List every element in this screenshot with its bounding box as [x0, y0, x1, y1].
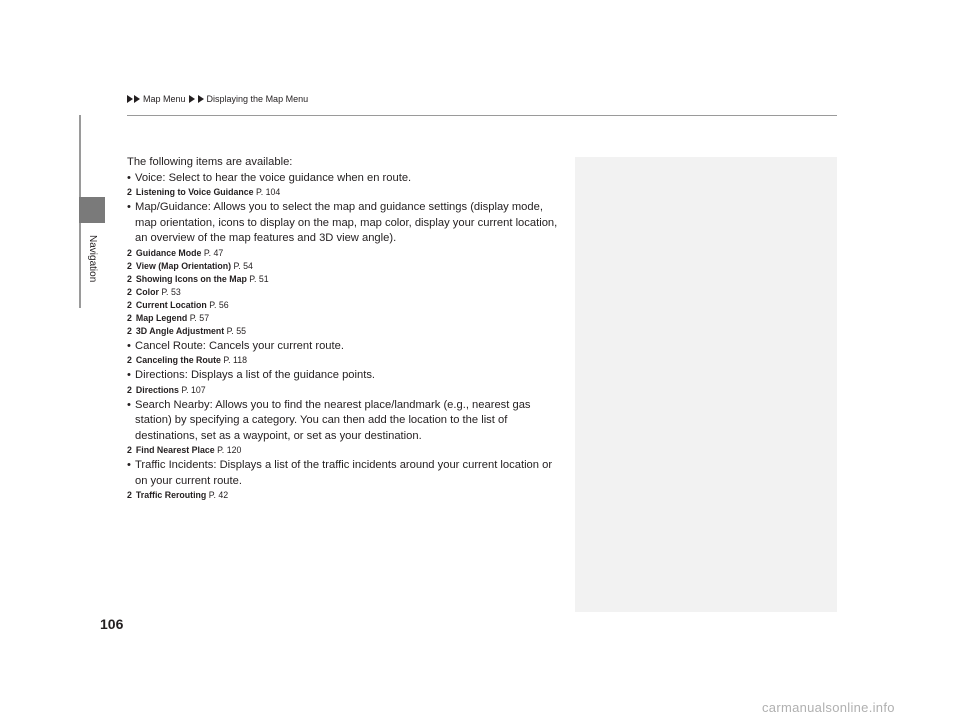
reference-arrow-icon: 2	[127, 247, 132, 258]
reference-page: P. 51	[249, 273, 269, 284]
reference-page: P. 120	[217, 445, 242, 455]
reference-title: Traffic Rerouting	[135, 490, 207, 500]
reference-title: Canceling the Route	[135, 355, 221, 365]
list-item	[127, 398, 567, 458]
bullet-icon: •	[127, 171, 131, 184]
cross-reference-link[interactable]	[127, 260, 567, 273]
reference-arrow-icon: 2	[127, 445, 132, 455]
bullet-icon: •	[127, 459, 131, 471]
reference-arrow-icon: 2	[127, 384, 132, 395]
reference-title: Current Location	[135, 299, 207, 310]
item-text	[127, 458, 567, 489]
reference-page: P. 47	[203, 247, 224, 258]
reference-title: Color	[135, 286, 159, 297]
bullet-icon: •	[127, 201, 131, 213]
reference-page: P. 42	[208, 490, 229, 500]
reference-title: Listening to Voice Guidance	[135, 187, 254, 197]
reference-page: P. 104	[256, 187, 281, 197]
cross-reference-link[interactable]	[127, 444, 567, 457]
reference-page: P. 54	[233, 260, 253, 271]
breadcrumb-arrow-icon	[189, 95, 195, 103]
item-term: Voice	[135, 171, 163, 184]
reference-title: 3D Angle Adjustment	[135, 325, 225, 336]
reference-arrow-icon: 2	[127, 325, 132, 336]
list-item	[127, 339, 567, 368]
reference-title: View (Map Orientation)	[135, 260, 232, 271]
reference-arrow-icon: 2	[127, 286, 132, 297]
watermark: carmanualsonline.info	[762, 700, 895, 715]
item-text	[127, 398, 567, 445]
breadcrumb-item[interactable]: Map Menu	[143, 94, 186, 104]
section-label: Navigation	[87, 235, 98, 283]
reference-arrow-icon: 2	[127, 299, 132, 310]
reference-arrow-icon: 2	[127, 355, 132, 365]
side-panel	[575, 157, 837, 612]
list-item	[127, 368, 567, 397]
list-item	[127, 171, 567, 200]
cross-reference-link[interactable]	[127, 384, 567, 397]
item-text	[127, 339, 567, 355]
page-number: 106	[100, 616, 124, 632]
item-description: : Displays a list of the traffic incidents around your current location or on your current route.	[135, 459, 553, 487]
cross-reference-link[interactable]	[127, 273, 567, 286]
reference-title: Showing Icons on the Map	[135, 273, 247, 284]
reference-arrow-icon: 2	[127, 260, 132, 271]
section-tab	[79, 197, 105, 223]
item-list	[127, 171, 567, 503]
breadcrumb-item[interactable]: Displaying the Map Menu	[206, 94, 309, 104]
reference-arrow-icon: 2	[127, 312, 132, 323]
bullet-icon: •	[127, 398, 131, 411]
item-description: : Allows you to find the nearest place/landmark (e.g., nearest gas station) by specifying a category. You can then add the location to the list of destinations, set as a waypoint, or set as your destination.	[135, 398, 531, 442]
item-description: : Displays a list of the guidance points.	[184, 369, 376, 381]
bullet-icon: •	[127, 369, 131, 381]
cross-reference-link[interactable]	[127, 325, 567, 338]
item-description: : Cancels your current route.	[202, 339, 344, 352]
cross-reference-link[interactable]	[127, 489, 567, 502]
intro-text: The following items are available:	[127, 156, 293, 168]
header-rule	[127, 115, 837, 116]
reference-arrow-icon: 2	[127, 490, 132, 500]
bullet-icon: •	[127, 339, 131, 352]
item-term: Directions	[135, 369, 185, 381]
list-item	[127, 458, 567, 502]
item-term: Map/Guidance	[135, 201, 208, 213]
cross-reference-link[interactable]	[127, 354, 567, 367]
reference-page: P. 56	[209, 299, 229, 310]
cross-reference-link[interactable]	[127, 299, 567, 312]
reference-page: P. 107	[181, 384, 206, 395]
reference-title: Map Legend	[135, 312, 188, 323]
reference-title: Find Nearest Place	[135, 445, 215, 455]
reference-page: P. 57	[189, 312, 210, 323]
item-text	[127, 171, 567, 187]
breadcrumb-arrow-icon	[198, 95, 204, 103]
breadcrumb-arrow-icon	[134, 95, 140, 103]
item-term: Cancel Route	[135, 339, 203, 352]
reference-page: P. 55	[226, 325, 247, 336]
item-text	[127, 200, 567, 247]
main-content	[127, 155, 567, 503]
reference-page: P. 53	[161, 286, 181, 297]
reference-arrow-icon: 2	[127, 187, 132, 197]
reference-arrow-icon: 2	[127, 273, 132, 284]
reference-page: P. 118	[223, 355, 248, 365]
cross-reference-link[interactable]	[127, 286, 567, 299]
reference-title: Guidance Mode	[135, 247, 202, 258]
cross-reference-link[interactable]	[127, 312, 567, 325]
item-description: : Allows you to select the map and guidance settings (display mode, map orientation, icons to display on the map, map color, display your current location, an overview of the map features and 3D view angle).	[135, 201, 558, 244]
breadcrumb-arrow-icon	[127, 95, 133, 103]
item-description: : Select to hear the voice guidance when en route.	[162, 171, 412, 184]
list-item	[127, 200, 567, 338]
item-term: Traffic Incidents	[135, 459, 214, 471]
item-text	[127, 368, 567, 384]
breadcrumb	[127, 94, 308, 104]
cross-reference-link[interactable]	[127, 247, 567, 260]
cross-reference-link[interactable]	[127, 186, 567, 199]
reference-title: Directions	[135, 384, 179, 395]
item-term: Search Nearby	[135, 398, 210, 411]
